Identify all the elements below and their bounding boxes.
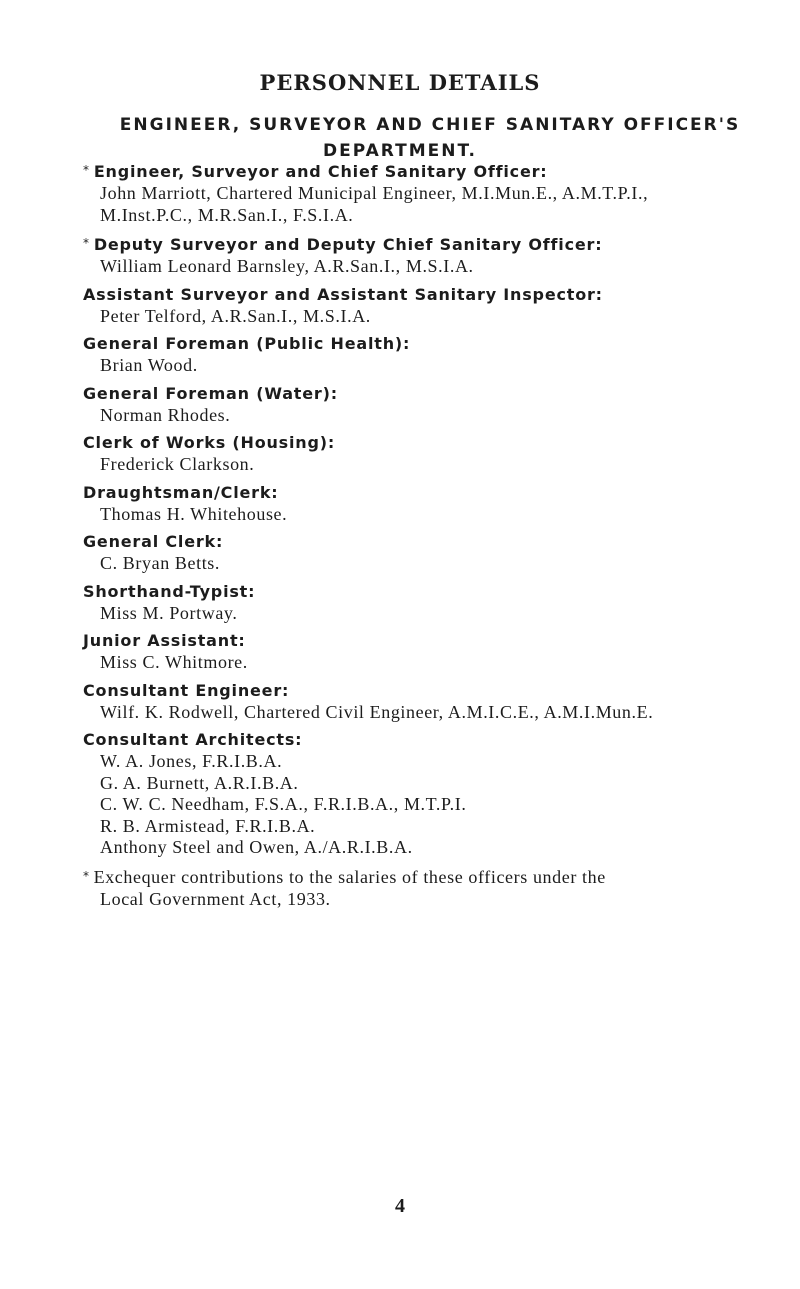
- officer-name-line: Thomas H. Whitehouse.: [100, 503, 288, 524]
- role-title: Deputy Surveyor and Deputy Chief Sanitary Officer:: [93, 235, 603, 254]
- officer-name-line: Miss C. Whitmore.: [100, 652, 248, 672]
- officer-name-line: Brian Wood.: [100, 355, 198, 375]
- officer-name-line: C. W. C. Needham, F.S.A., F.R.I.B.A., M.T.P.I.: [100, 794, 467, 814]
- personnel-entry: [83, 581, 793, 625]
- footnote: [83, 865, 793, 910]
- officer-name-line: John Marriott, Chartered Municipal Engineer, M.I.Mun.E., A.M.T.P.I.,: [100, 183, 649, 203]
- personnel-entry: [83, 680, 793, 724]
- department-heading-line-1: ENGINEER, SURVEYOR AND CHIEF SANITARY OFFICER'S: [119, 115, 741, 135]
- role-title: General Foreman (Water):: [83, 383, 338, 403]
- officer-name-line: M.Inst.P.C., M.R.San.I., F.S.I.A.: [100, 204, 354, 225]
- personnel-entry: [83, 159, 793, 226]
- role-title: Assistant Surveyor and Assistant Sanitary Inspector:: [83, 284, 603, 304]
- role-heading: [83, 482, 793, 504]
- asterisk-marker: *: [83, 236, 90, 250]
- role-heading: [83, 630, 793, 652]
- officer-names: [83, 355, 793, 377]
- personnel-entry: [83, 383, 793, 427]
- asterisk-marker: *: [83, 868, 90, 883]
- personnel-entry: [83, 729, 793, 859]
- department-heading: [0, 112, 800, 164]
- role-title: Consultant Engineer:: [83, 680, 290, 700]
- officer-names: [83, 553, 793, 575]
- role-heading: [83, 159, 793, 183]
- officer-name-line: Anthony Steel and Owen, A./A.R.I.B.A.: [100, 837, 413, 857]
- officer-names: [83, 306, 793, 328]
- role-title: Engineer, Surveyor and Chief Sanitary Officer:: [93, 162, 548, 181]
- footnote-line-2: Local Government Act, 1933.: [100, 888, 331, 909]
- role-heading: [83, 432, 793, 454]
- officer-names: [83, 504, 793, 526]
- role-title: Clerk of Works (Housing):: [83, 433, 336, 452]
- officer-name-line: Wilf. K. Rodwell, Chartered Civil Engineer, A.M.I.C.E., A.M.I.Mun.E.: [100, 701, 654, 722]
- role-heading: [83, 531, 793, 553]
- personnel-entry: [83, 630, 793, 674]
- personnel-entry: [83, 284, 793, 328]
- officer-name-line: C. Bryan Betts.: [100, 553, 220, 573]
- officer-name-line: R. B. Armistead, F.R.I.B.A.: [100, 815, 316, 836]
- personnel-entry: [83, 482, 793, 526]
- officer-names: [83, 702, 793, 724]
- role-title: Consultant Architects:: [83, 730, 303, 749]
- personnel-entry: [83, 333, 793, 377]
- role-title: Draughtsman/Clerk:: [83, 482, 279, 502]
- role-heading: [83, 581, 793, 603]
- officer-names: [83, 751, 793, 859]
- officer-name-line: G. A. Burnett, A.R.I.B.A.: [100, 772, 299, 793]
- role-title: General Foreman (Public Health):: [83, 334, 411, 353]
- officer-name-line: Peter Telford, A.R.San.I., M.S.I.A.: [100, 305, 371, 326]
- officer-names: [83, 405, 793, 427]
- officer-names: [83, 652, 793, 674]
- officer-name-line: Norman Rhodes.: [100, 404, 231, 425]
- footnote-line-1: [83, 865, 793, 888]
- role-title: General Clerk:: [83, 532, 224, 551]
- page-number: 4: [395, 1195, 405, 1217]
- personnel-list: [83, 159, 793, 910]
- department-heading-line-2: DEPARTMENT.: [323, 141, 477, 161]
- personnel-entry: [83, 232, 793, 278]
- role-heading: [83, 383, 793, 405]
- officer-names: [83, 256, 793, 278]
- footnote-text: Exchequer contributions to the salaries of these officers under the: [93, 866, 606, 887]
- role-heading: [83, 284, 793, 306]
- role-heading: [83, 333, 793, 355]
- officer-name-line: W. A. Jones, F.R.I.B.A.: [100, 751, 283, 771]
- officer-names: [83, 603, 793, 625]
- role-heading: [83, 729, 793, 751]
- role-heading: [83, 680, 793, 702]
- officer-names: [83, 183, 793, 226]
- personnel-entry: [83, 432, 793, 476]
- role-title: Shorthand-Typist:: [83, 581, 256, 601]
- asterisk-marker: *: [83, 163, 90, 177]
- officer-name-line: Miss M. Portway.: [100, 602, 238, 623]
- role-title: Junior Assistant:: [83, 631, 246, 650]
- officer-name-line: Frederick Clarkson.: [100, 454, 255, 474]
- personnel-entry: [83, 531, 793, 575]
- officer-name-line: William Leonard Barnsley, A.R.San.I., M.S.I.A.: [100, 256, 474, 276]
- officer-names: [83, 454, 793, 476]
- page-title: PERSONNEL DETAILS: [259, 70, 541, 95]
- role-heading: [83, 232, 793, 256]
